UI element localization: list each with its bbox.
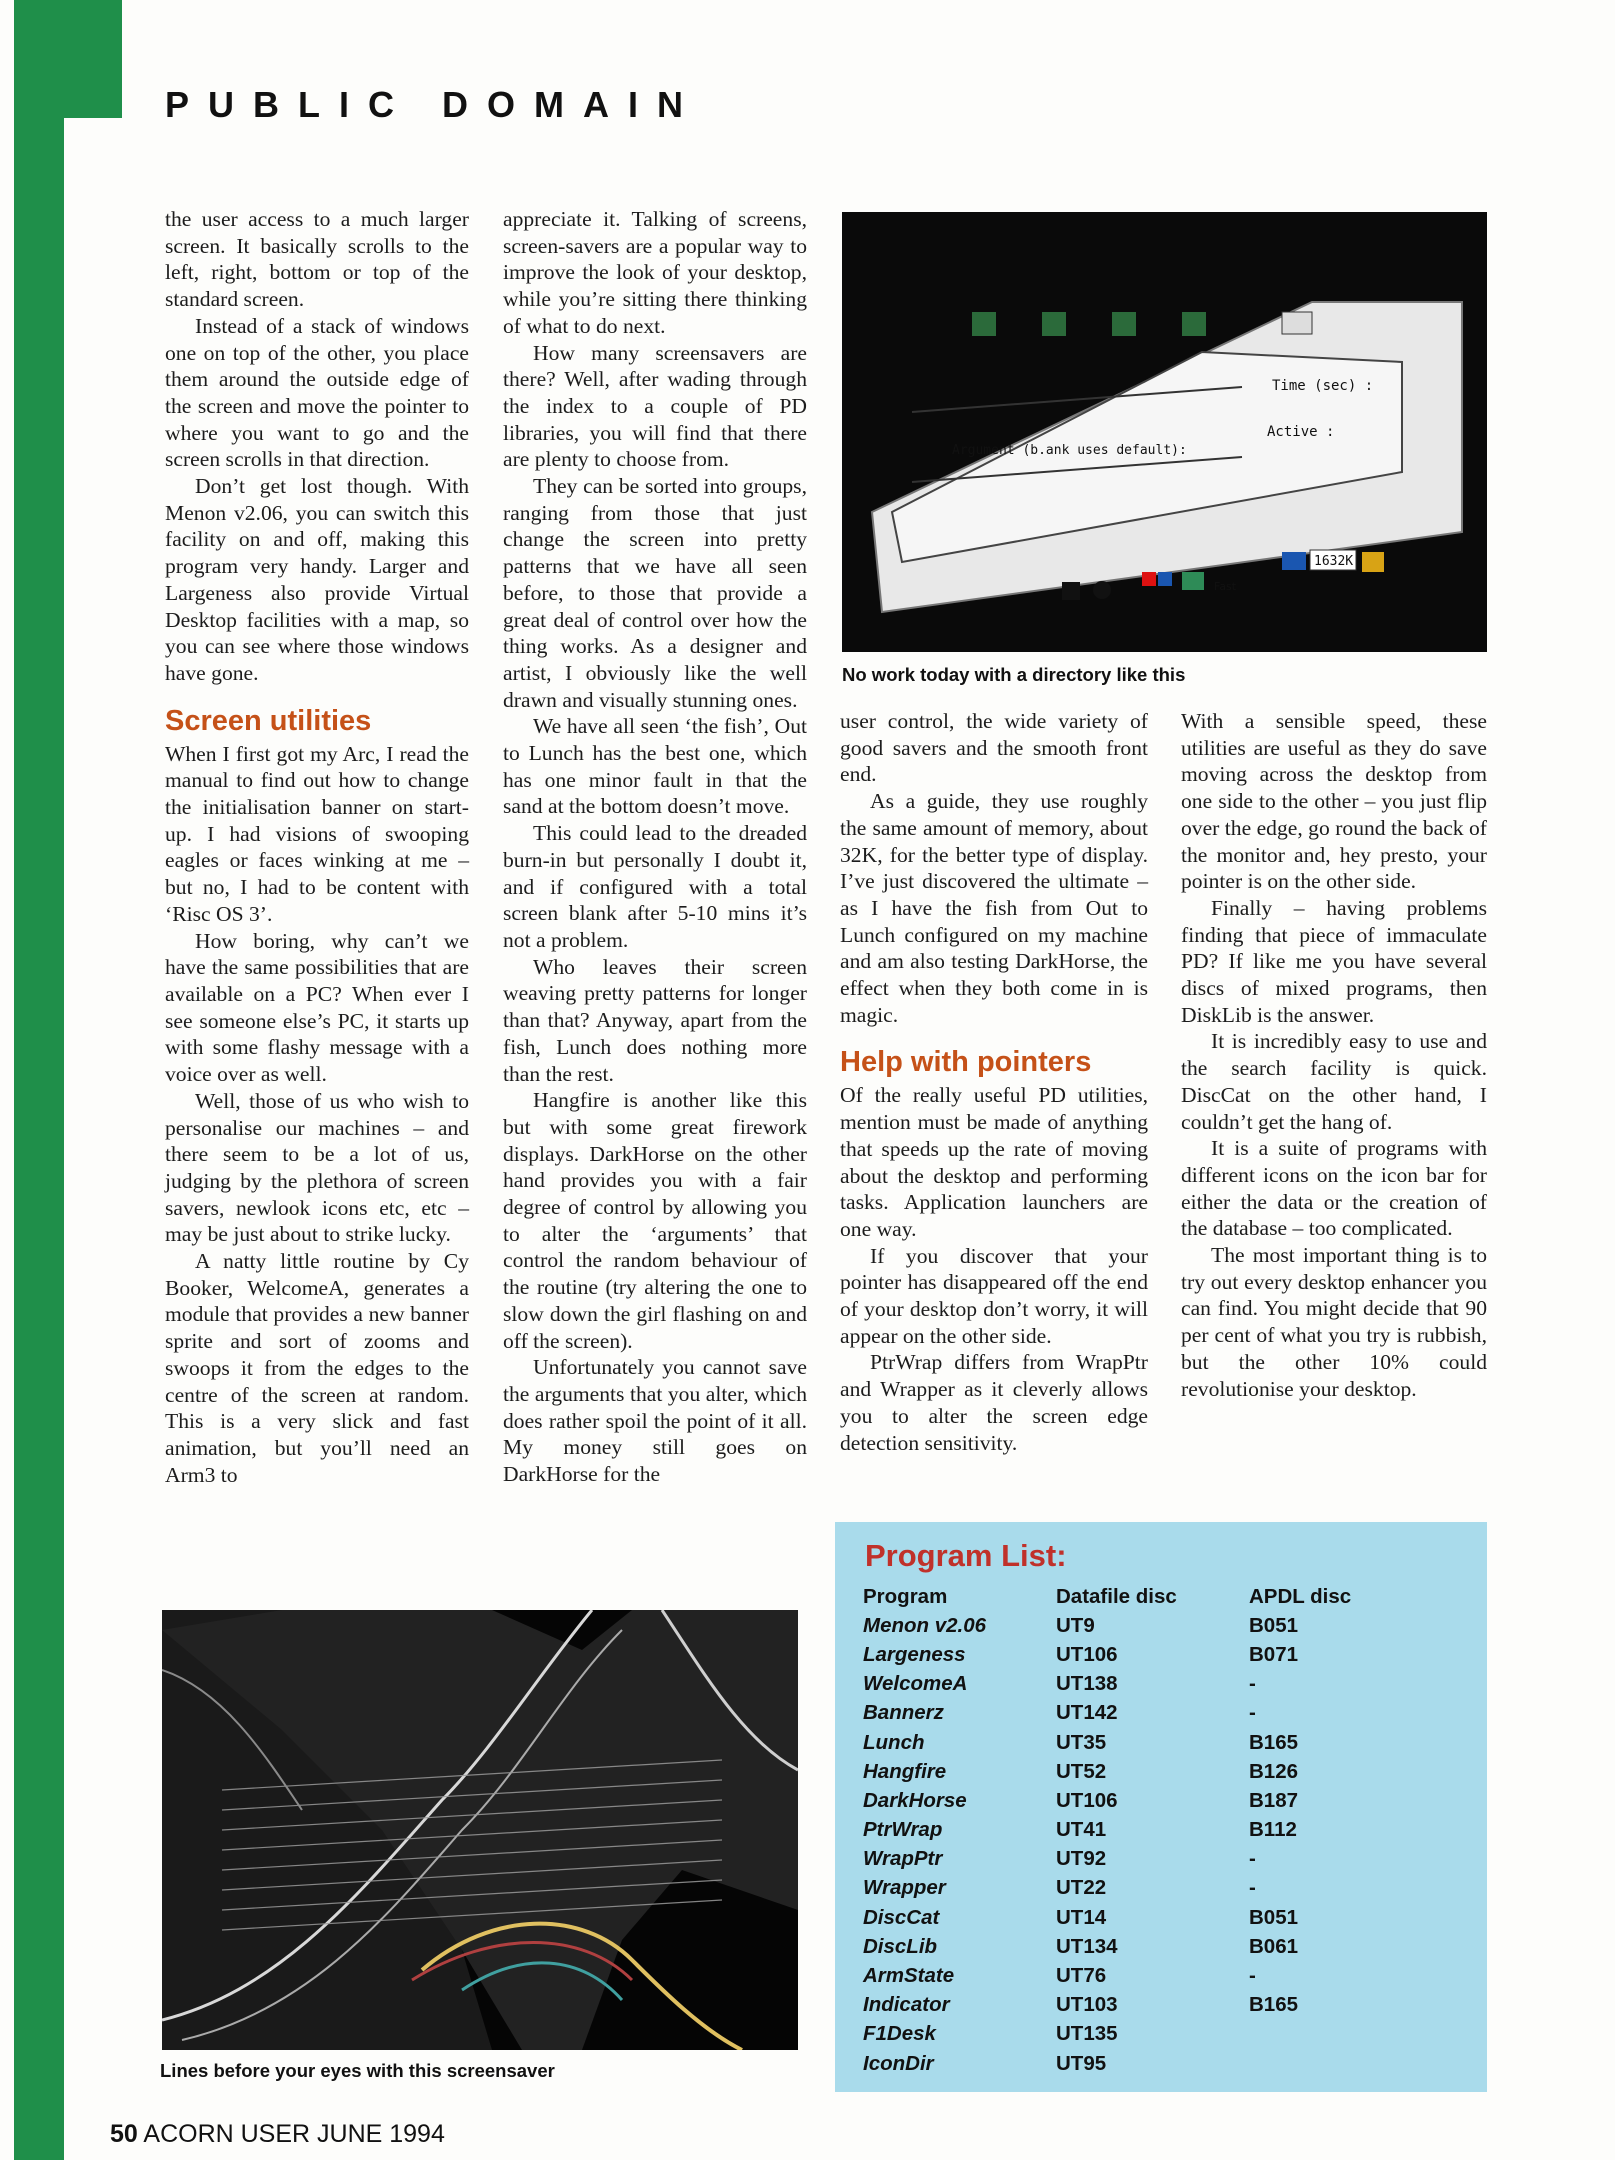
page-footer <box>110 2120 445 2149</box>
screenshot-label: Fast <box>1214 580 1237 593</box>
program-name: DarkHorse <box>863 1788 967 1812</box>
table-row <box>863 1786 1399 1815</box>
paragraph: When I first got my Arc, I read the manual to find out how to change the initialisation banner on start-up. I had visions of swooping eagles or faces winking at me – but no, I had to be content with ‘Risc OS 3’. <box>165 741 469 926</box>
left-green-bar <box>14 0 64 2160</box>
publication-info: ACORN USER JUNE 1994 <box>143 2120 445 2148</box>
page-number: 50 <box>110 2120 138 2148</box>
program-name: F1Desk <box>863 2022 936 2046</box>
apdl-disc: B112 <box>1249 1818 1297 1842</box>
paragraph: With a sensible speed, these utilities are useful as they do save moving across the desktop from one side to the other – you just flip over the edge, go round the back of the monitor and, hey presto, your pointer is on the other side. <box>1181 709 1487 894</box>
screensaver-screenshot <box>162 1610 798 2050</box>
program-name: Bannerz <box>863 1701 944 1725</box>
paragraph: Instead of a stack of windows one on top of the other, you place them around the outside edge of the screen and move the pointer to where you want to go and the screen scrolls in that direction. <box>165 313 469 472</box>
screenshot-label: Active : <box>1267 424 1335 440</box>
directory-screenshot-image <box>842 212 1487 652</box>
subheading-screen-utilities: Screen utilities <box>165 704 372 737</box>
datafile-disc: UT76 <box>1056 1964 1107 1988</box>
paragraph: PtrWrap differs from WrapPtr and Wrapper as it cleverly allows you to alter the screen edge detection sensitivity. <box>840 1350 1148 1455</box>
paragraph: user control, the wide variety of good savers and the smooth front end. <box>840 709 1148 787</box>
apdl-disc: B051 <box>1249 1905 1299 1929</box>
table-row <box>863 1991 1399 2020</box>
table-row <box>863 1903 1399 1932</box>
program-name: Lunch <box>863 1730 925 1754</box>
column-header-program: Program <box>863 1584 948 1608</box>
paragraph: A natty little routine by Cy Booker, WelcomeA, generates a module that provides a new banner sprite and sort of zooms and swoops it from the edges to the centre of the screen at random. This is a very slick and fast animation, but you’ll need an Arm3 to <box>165 1249 469 1487</box>
column-header-apdl: APDL disc <box>1249 1584 1352 1608</box>
directory-screenshot <box>842 212 1487 652</box>
program-name: Menon v2.06 <box>863 1613 987 1637</box>
program-name: Indicator <box>863 1993 950 2017</box>
subheading-help-with-pointers: Help with pointers <box>840 1046 1092 1079</box>
paragraph: As a guide, they use roughly the same amount of memory, about 32K, for the better type of display. I’ve just discovered the ultimate – as I have the fish from Out to Lunch configured on my machine and am also testing DarkHorse, the effect when they both come in is magic. <box>840 789 1148 1027</box>
datafile-disc: UT142 <box>1056 1701 1118 1725</box>
table-row <box>863 1611 1399 1640</box>
paragraph: How boring, why can’t we have the same possibilities that are available on a PC? When ever I see someone else’s PC, it starts up with some flashy message with a voice over as well. <box>165 928 469 1087</box>
article-column-4 <box>1181 708 1487 1402</box>
paragraph: Finally – having problems finding that piece of immaculate PD? If like me you have several discs of mixed programs, then DiskLib is the answer. <box>1181 895 1487 1027</box>
apdl-disc: B061 <box>1249 1934 1299 1958</box>
datafile-disc: UT41 <box>1056 1818 1107 1842</box>
datafile-disc: UT22 <box>1056 1876 1107 1900</box>
program-list-title: Program List: <box>865 1538 1067 1573</box>
screensaver-image <box>162 1610 798 2050</box>
article-column-1 <box>165 206 469 1488</box>
datafile-disc: UT103 <box>1056 1993 1118 2017</box>
caption-bottom: Lines before your eyes with this screensaver <box>160 2060 555 2081</box>
datafile-disc: UT14 <box>1056 1905 1107 1929</box>
apdl-disc <box>1249 2049 1399 2078</box>
program-name: WrapPtr <box>863 1847 943 1871</box>
article-column-3 <box>840 708 1148 1456</box>
apdl-disc: - <box>1249 1964 1256 1988</box>
apdl-disc <box>1249 2020 1399 2049</box>
program-name: DiscLib <box>863 1934 938 1958</box>
apdl-disc: B165 <box>1249 1993 1299 2017</box>
table-row <box>863 1932 1399 1961</box>
paragraph: Who leaves their screen weaving pretty patterns for longer than that? Anyway, apart from the fish, Lunch does nothing more than the rest. <box>503 954 807 1086</box>
datafile-disc: UT106 <box>1056 1642 1118 1666</box>
paragraph: How many screensavers are there? Well, after wading through the index to a couple of PD libraries, you will find that there are plenty to choose from. <box>503 340 807 472</box>
apdl-disc: - <box>1249 1672 1256 1696</box>
program-name: PtrWrap <box>863 1818 943 1842</box>
datafile-disc: UT95 <box>1056 2051 1107 2075</box>
apdl-disc: B071 <box>1249 1642 1299 1666</box>
program-list-box <box>835 1522 1487 2092</box>
table-row <box>863 1757 1399 1786</box>
screenshot-label: Time (sec) : <box>1272 378 1374 394</box>
table-row <box>863 2049 1399 2078</box>
apdl-disc: - <box>1249 1876 1256 1900</box>
paragraph: This could lead to the dreaded burn-in but personally I doubt it, and if configured with a total screen blank after 5-10 mins it’s not a problem. <box>503 821 807 952</box>
table-row <box>863 1845 1399 1874</box>
table-header-row <box>863 1582 1399 1611</box>
paragraph: The most important thing is to try out every desktop enhancer you can find. You might decide that 90 per cent of what you try is rubbish, but the other 10% could revolutionise your desktop. <box>1181 1243 1487 1401</box>
paragraph: Of the really useful PD utilities, mention must be made of anything that speeds up the rate of moving about the desktop and performing tasks. Application launchers are one way. <box>840 1083 1148 1241</box>
datafile-disc: UT92 <box>1056 1847 1107 1871</box>
program-list-table <box>863 1582 1399 2078</box>
datafile-disc: UT135 <box>1056 2022 1118 2046</box>
header-green-tab <box>14 0 122 118</box>
program-name: Hangfire <box>863 1759 947 1783</box>
table-row <box>863 1640 1399 1669</box>
datafile-disc: UT9 <box>1056 1613 1095 1637</box>
paragraph: Well, those of us who wish to personalise our machines – and there seem to be a lot of us, judging by the plethora of screen savers, newlook icons etc, etc – may be just about to strike lucky. <box>165 1088 469 1247</box>
table-row <box>863 1874 1399 1903</box>
table-row <box>863 2020 1399 2049</box>
paragraph: Hangfire is another like this but with some great firework displays. DarkHorse on the other hand provides you with a fair degree of control by allowing you to alter the ‘arguments’ that control the random behaviour of the routine (try altering the one to slow down the girl flashing on and off the screen). <box>503 1088 807 1353</box>
paragraph: the user access to a much larger screen. It basically scrolls to the left, right, bottom or top of the standard screen. <box>165 207 469 312</box>
paragraph: If you discover that your pointer has disappeared off the end of your desktop don’t worry, it will appear on the other side. <box>840 1243 1148 1348</box>
table-row <box>863 1816 1399 1845</box>
screenshot-label: 1632K <box>1314 554 1354 569</box>
paragraph: We have all seen ‘the fish’, Out to Lunch has the best one, which has one minor fault in that the sand at the bottom doesn’t move. <box>503 714 807 819</box>
paragraph: It is incredibly easy to use and the search facility is quick. DiscCat on the other hand, I couldn’t get the hang of. <box>1181 1029 1487 1134</box>
datafile-disc: UT35 <box>1056 1730 1107 1754</box>
datafile-disc: UT138 <box>1056 1672 1118 1696</box>
column-header-datafile: Datafile disc <box>1056 1584 1177 1608</box>
table-row <box>863 1961 1399 1990</box>
program-name: WelcomeA <box>863 1672 968 1696</box>
datafile-disc: UT52 <box>1056 1759 1107 1783</box>
apdl-disc: B187 <box>1249 1788 1299 1812</box>
table-row <box>863 1728 1399 1757</box>
paragraph: Unfortunately you cannot save the arguments that you alter, which does rather spoil the point of it all. My money still goes on DarkHorse for the <box>503 1355 807 1487</box>
program-name: ArmState <box>863 1964 955 1988</box>
datafile-disc: UT134 <box>1056 1934 1118 1958</box>
apdl-disc: B165 <box>1249 1730 1299 1754</box>
program-name: IconDir <box>863 2051 934 2075</box>
paragraph: Don’t get lost though. With Menon v2.06, you can switch this facility on and off, making this program very handy. Larger and Largeness also provide Virtual Desktop facilities with a map, so you can see where those windows have gone. <box>165 474 469 685</box>
apdl-disc: B126 <box>1249 1759 1299 1783</box>
apdl-disc: - <box>1249 1701 1256 1725</box>
screenshot-label: Argument (b.ank uses default): <box>952 443 1187 458</box>
paragraph: It is a suite of programs with different icons on the icon bar for either the data or the creation of the database – too complicated. <box>1181 1136 1487 1241</box>
article-column-2 <box>503 206 807 1488</box>
program-name: Wrapper <box>863 1876 946 1900</box>
apdl-disc: B051 <box>1249 1613 1299 1637</box>
table-row <box>863 1670 1399 1699</box>
apdl-disc: - <box>1249 1847 1256 1871</box>
caption-top: No work today with a directory like this <box>842 664 1186 685</box>
paragraph: They can be sorted into groups, ranging from those that just change the screen into pretty patterns that we have all seen before, to those that provide a great deal of control over how the thing works. As a designer and artist, I obviously like the well drawn and visually stunning ones. <box>503 474 807 712</box>
program-name: Largeness <box>863 1642 966 1666</box>
paragraph: appreciate it. Talking of screens, screen-savers are a popular way to improve the look of your desktop, while you’re sitting there thinking of what to do next. <box>503 207 807 338</box>
datafile-disc: UT106 <box>1056 1788 1118 1812</box>
table-row <box>863 1699 1399 1728</box>
program-name: DiscCat <box>863 1905 940 1929</box>
section-title: PUBLIC DOMAIN <box>165 84 702 125</box>
